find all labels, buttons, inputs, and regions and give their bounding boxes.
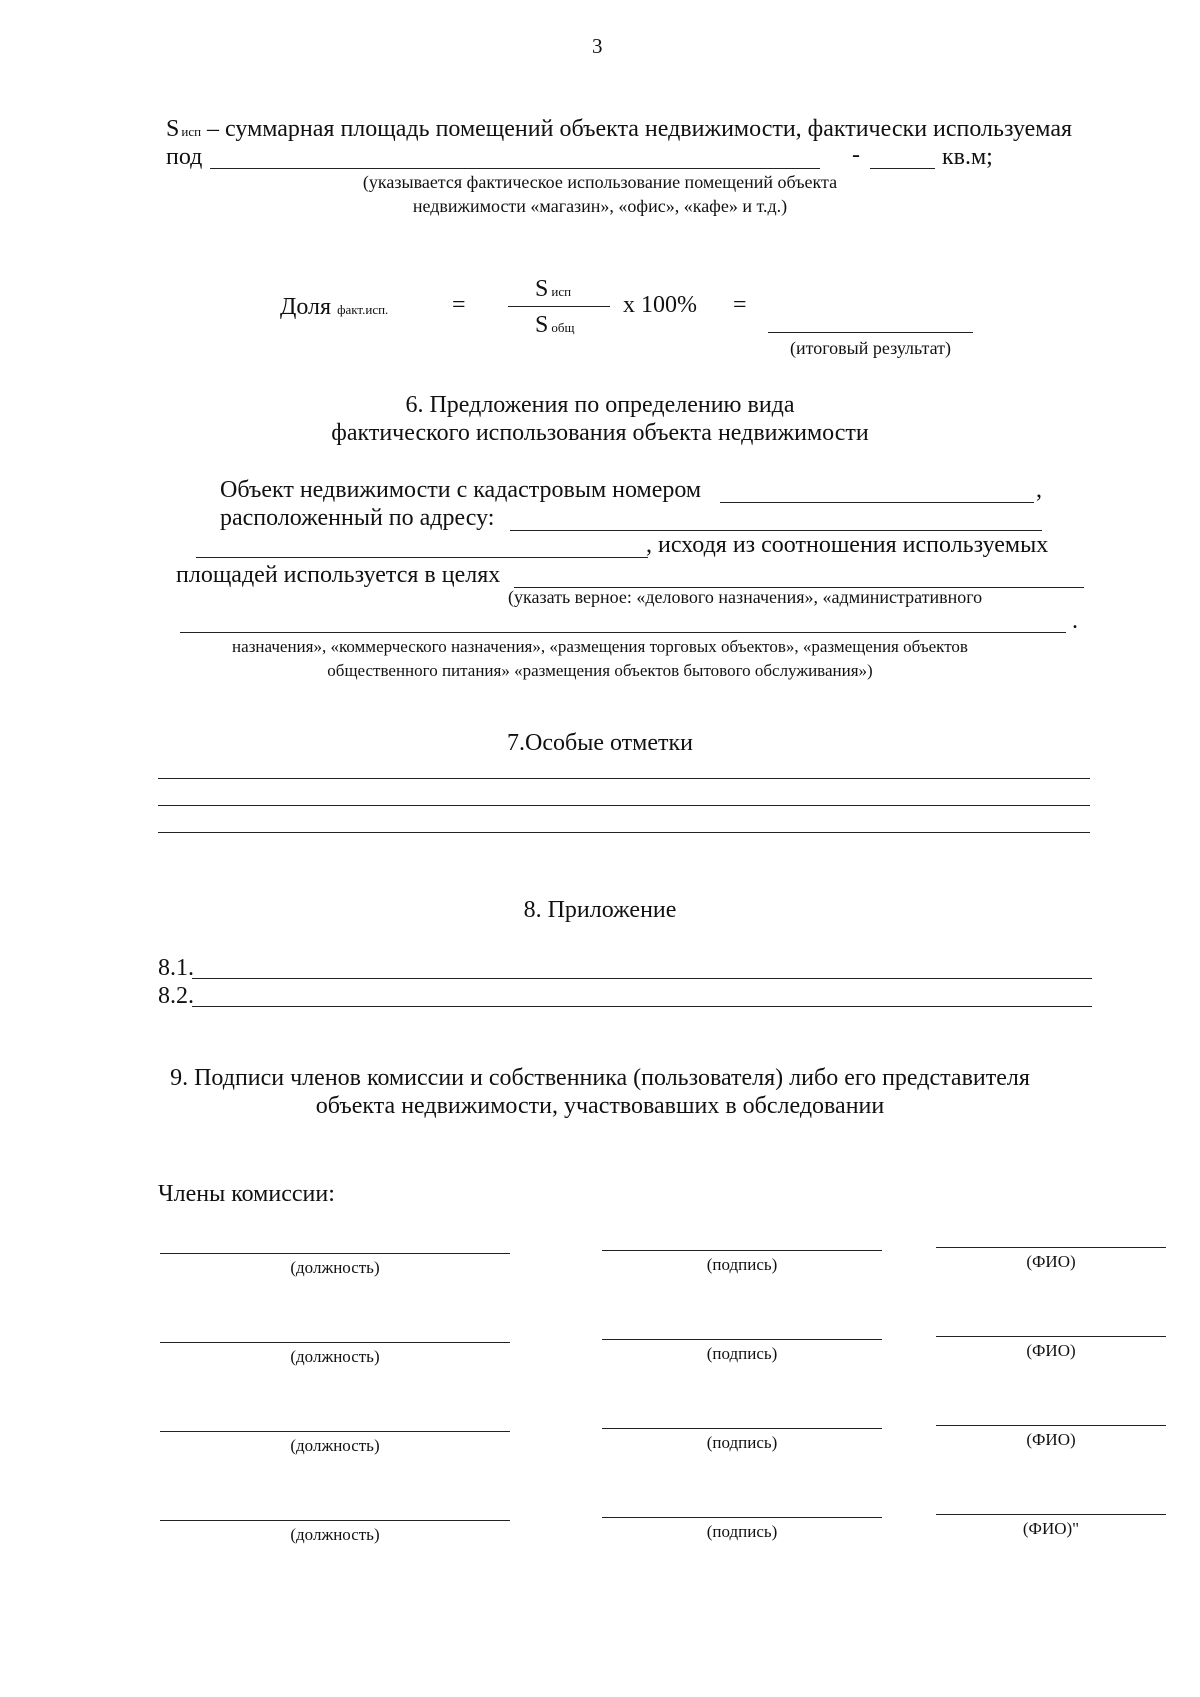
area-field[interactable]	[870, 144, 935, 169]
attachment-number: 8.1.	[158, 955, 194, 981]
signature-line[interactable]	[602, 1517, 882, 1518]
usage-hint-line1: (указывается фактическое использование помещений объекта	[362, 172, 838, 192]
special-notes-line[interactable]	[158, 778, 1090, 779]
name-line[interactable]	[936, 1336, 1166, 1337]
position-caption: (должность)	[290, 1258, 380, 1277]
position-line[interactable]	[160, 1253, 510, 1254]
name-line[interactable]	[936, 1247, 1166, 1248]
position-line[interactable]	[160, 1520, 510, 1521]
dash-separator: -	[852, 142, 860, 168]
share-label: Доля	[280, 294, 332, 320]
definition-line	[166, 116, 1072, 143]
signature-caption: (подпись)	[706, 1433, 778, 1452]
formula-denominator: Sобщ	[535, 312, 575, 338]
signature-caption: (подпись)	[706, 1522, 778, 1541]
name-line[interactable]	[936, 1514, 1166, 1515]
share-subscript: факт.исп.	[337, 302, 389, 317]
s-symbol: S	[166, 116, 180, 142]
usage-hint-line2: недвижимости «магазин», «офис», «кафе» и т.д.)	[412, 196, 788, 216]
name-caption: (ФИО)	[1026, 1341, 1076, 1360]
page-number: 3	[592, 34, 603, 58]
signature-line[interactable]	[602, 1250, 882, 1251]
position-line[interactable]	[160, 1342, 510, 1343]
section6-title-line1: 6. Предложения по определению вида	[405, 392, 795, 418]
commission-members-label: Члены комиссии:	[158, 1181, 335, 1207]
formula-multiplier: х 100%	[623, 292, 697, 318]
purpose-hint-line3: общественного питания» «размещения объектов бытового обслуживания»)	[327, 661, 873, 680]
position-line[interactable]	[160, 1431, 510, 1432]
section9-title-line2: объекта недвижимости, участвовавших в обследовании	[315, 1093, 885, 1119]
signature-caption: (подпись)	[706, 1255, 778, 1274]
address-label: расположенный по адресу:	[220, 505, 495, 531]
formula-equals-1: =	[452, 292, 466, 318]
name-caption: (ФИО)	[1026, 1430, 1076, 1449]
unit-label: кв.м;	[942, 144, 993, 170]
signature-line[interactable]	[602, 1428, 882, 1429]
position-caption: (должность)	[290, 1525, 380, 1544]
section9-title-line1: 9. Подписи членов комиссии и собственника (пользователя) либо его представителя	[170, 1065, 1030, 1091]
name-caption: (ФИО)"	[1022, 1519, 1080, 1538]
pod-label: под	[166, 144, 203, 170]
result-field[interactable]	[768, 308, 973, 333]
fraction-bar	[508, 306, 610, 307]
address-field-line2[interactable]	[196, 533, 648, 558]
cadastral-comma: ,	[1036, 477, 1042, 503]
purpose-field-continued[interactable]	[180, 608, 1066, 633]
purpose-period: .	[1072, 608, 1078, 634]
section8-title: 8. Приложение	[523, 897, 677, 923]
s-subscript: исп	[181, 124, 202, 139]
result-caption: (итоговый результат)	[789, 338, 952, 358]
purpose-hint-line2: назначения», «коммерческого назначения», «размещения торговых объектов», «размещения объектов	[232, 637, 968, 656]
purpose-field[interactable]	[514, 563, 1084, 588]
signature-line[interactable]	[602, 1339, 882, 1340]
cadastral-label: Объект недвижимости с кадастровым номером	[220, 477, 702, 503]
formula-numerator: Sисп	[535, 276, 572, 302]
usage-field[interactable]	[210, 144, 820, 169]
cadastral-number-field[interactable]	[720, 478, 1034, 503]
special-notes-line[interactable]	[158, 832, 1090, 833]
section6-title-line2: фактического использования объекта недвижимости	[331, 420, 869, 446]
section7-title: 7.Особые отметки	[507, 730, 693, 756]
purpose-label: площадей используется в целях	[176, 562, 501, 588]
formula-lhs	[280, 294, 388, 321]
name-line[interactable]	[936, 1425, 1166, 1426]
special-notes-line[interactable]	[158, 805, 1090, 806]
definition-text: – суммарная площадь помещений объекта недвижимости, фактически используемая	[201, 116, 1073, 142]
position-caption: (должность)	[290, 1347, 380, 1366]
attachment-field[interactable]	[192, 954, 1092, 979]
purpose-hint-line1: (указать верное: «делового назначения», «административного	[508, 587, 983, 607]
signature-caption: (подпись)	[706, 1344, 778, 1363]
formula-equals-2: =	[733, 292, 747, 318]
attachment-field[interactable]	[192, 982, 1092, 1007]
position-caption: (должность)	[290, 1436, 380, 1455]
attachment-number: 8.2.	[158, 983, 194, 1009]
address-field-line1[interactable]	[510, 506, 1042, 531]
name-caption: (ФИО)	[1026, 1252, 1076, 1271]
ratio-text: , исходя из соотношения используемых	[646, 532, 1049, 558]
